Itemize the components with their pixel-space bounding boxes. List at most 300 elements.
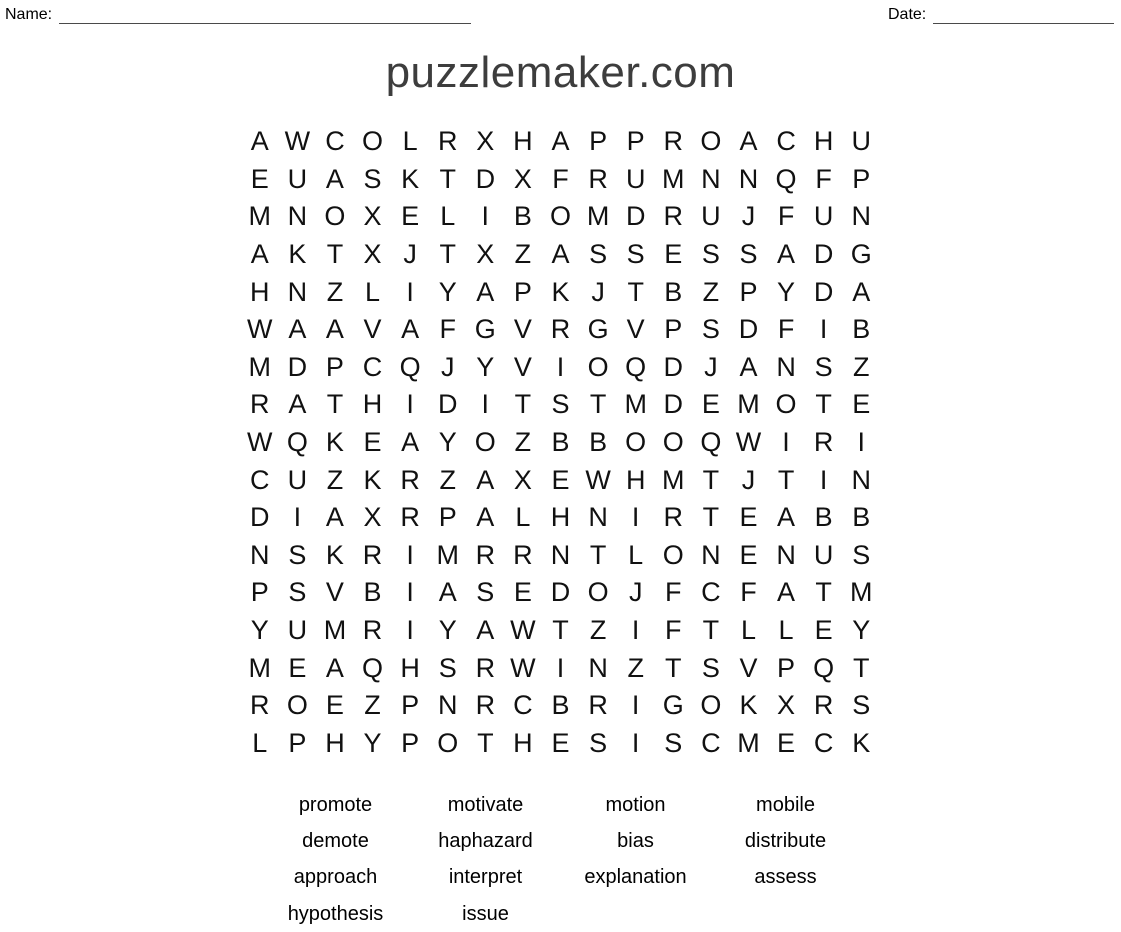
grid-letter: B: [551, 690, 570, 721]
grid-letter: S: [288, 577, 307, 608]
grid-letter: A: [476, 615, 495, 646]
grid-letter: Q: [775, 163, 797, 194]
grid-letter: M: [323, 615, 347, 646]
grid-letter: A: [476, 502, 495, 533]
grid-letter: Z: [589, 615, 607, 646]
grid-letter: S: [626, 239, 645, 270]
grid-letter: W: [247, 314, 273, 345]
grid-letter: A: [250, 239, 269, 270]
grid-letter: D: [437, 389, 458, 420]
word-list-item: approach: [293, 866, 378, 889]
grid-letter: Z: [326, 464, 344, 495]
grid-letter: E: [288, 652, 307, 683]
grid-letter: J: [741, 201, 756, 232]
grid-letter: T: [439, 163, 456, 194]
grid-letter: X: [777, 690, 796, 721]
grid-letter: D: [663, 351, 684, 382]
grid-letter: F: [552, 163, 569, 194]
grid-letter: O: [474, 427, 496, 458]
grid-letter: E: [363, 427, 382, 458]
grid-letter: R: [663, 502, 684, 533]
grid-letter: O: [549, 201, 571, 232]
grid-letter: F: [665, 615, 682, 646]
grid-letter: S: [701, 239, 720, 270]
grid-letter: U: [813, 201, 834, 232]
grid-letter: A: [852, 276, 871, 307]
grid-letter: X: [363, 502, 382, 533]
grid-letter: I: [293, 502, 302, 533]
grid-letter: T: [665, 652, 682, 683]
grid-letter: I: [406, 539, 414, 570]
grid-letter: P: [777, 652, 796, 683]
word-list-item: motion: [605, 793, 666, 816]
grid-letter: D: [663, 389, 684, 420]
grid-letter: T: [702, 615, 720, 646]
grid-letter: I: [631, 615, 640, 646]
grid-letter: A: [401, 427, 420, 458]
grid-letter: Y: [852, 615, 871, 646]
grid-letter: T: [439, 239, 456, 270]
grid-letter: E: [401, 201, 420, 232]
grid-letter: R: [475, 539, 496, 570]
grid-letter: K: [551, 276, 570, 307]
grid-letter: S: [852, 539, 871, 570]
grid-letter: A: [739, 351, 758, 382]
grid-letter: G: [850, 239, 872, 270]
grid-letter: M: [248, 201, 271, 232]
grid-letter: V: [626, 314, 645, 345]
grid-letter: I: [857, 427, 865, 458]
grid-letter: I: [406, 389, 414, 420]
word-list-item: motivate: [447, 793, 524, 816]
grid-letter: H: [550, 502, 571, 533]
grid-letter: Y: [250, 615, 269, 646]
grid-letter: M: [248, 351, 271, 382]
grid-letter: Y: [438, 427, 457, 458]
grid-letter: N: [250, 539, 270, 570]
grid-letter: T: [589, 389, 607, 420]
grid-letter: X: [476, 126, 495, 157]
grid-letter: Q: [813, 652, 835, 683]
grid-letter: C: [701, 577, 721, 608]
grid-letter: M: [586, 201, 610, 232]
grid-letter: W: [735, 427, 762, 458]
grid-letter: O: [625, 427, 647, 458]
grid-letter: H: [400, 652, 420, 683]
grid-letter: L: [515, 502, 531, 533]
grid-letter: N: [287, 276, 308, 307]
grid-letter: F: [740, 577, 757, 608]
grid-letter: Z: [326, 276, 344, 307]
grid-letter: C: [701, 727, 721, 758]
grid-letter: V: [325, 577, 344, 608]
grid-letter: I: [481, 201, 490, 232]
grid-letter: R: [250, 389, 270, 420]
grid-letter: S: [288, 539, 307, 570]
grid-letter: C: [325, 126, 345, 157]
grid-letter: O: [775, 389, 797, 420]
grid-letter: T: [326, 389, 344, 420]
grid-letter: S: [589, 239, 608, 270]
grid-letter: A: [401, 314, 420, 345]
name-label: Name:: [5, 6, 53, 23]
date-field: [888, 6, 1114, 24]
grid-letter: H: [362, 389, 383, 420]
grid-letter: O: [700, 126, 722, 157]
grid-letter: O: [587, 351, 609, 382]
grid-letter: O: [700, 690, 722, 721]
grid-letter: S: [664, 727, 683, 758]
grid-letter: B: [852, 314, 871, 345]
grid-letter: A: [739, 126, 758, 157]
grid-letter: W: [510, 615, 536, 646]
grid-letter: A: [476, 276, 495, 307]
grid-letter: G: [662, 690, 684, 721]
grid-letter: U: [851, 126, 871, 157]
grid-letter: G: [587, 314, 609, 345]
word-list-item: mobile: [756, 793, 815, 816]
grid-letter: N: [738, 163, 759, 194]
grid-letter: T: [326, 239, 344, 270]
word-list-item: issue: [462, 902, 509, 925]
grid-letter: T: [627, 276, 644, 307]
grid-letter: Z: [439, 464, 456, 495]
grid-letter: T: [777, 464, 795, 495]
grid-letter: I: [782, 427, 790, 458]
grid-letter: V: [513, 314, 532, 345]
grid-letter: W: [510, 652, 536, 683]
grid-letter: P: [626, 126, 645, 157]
grid-letter: Z: [853, 351, 870, 382]
grid-letter: N: [776, 351, 796, 382]
grid-letter: Y: [438, 276, 457, 307]
grid-letter: T: [702, 464, 720, 495]
grid-letter: S: [476, 577, 495, 608]
grid-letter: B: [589, 427, 608, 458]
grid-letter: W: [247, 427, 273, 458]
grid-letter: A: [777, 577, 796, 608]
grid-letter: R: [663, 201, 684, 232]
grid-letter: R: [513, 539, 533, 570]
grid-letter: J: [403, 239, 417, 270]
grid-letter: R: [250, 690, 270, 721]
grid-letter: M: [248, 652, 271, 683]
grid-letter: M: [850, 577, 873, 608]
grid-letter: N: [588, 502, 608, 533]
grid-letter: E: [739, 502, 758, 533]
grid-letter: P: [325, 351, 344, 382]
grid-letter: I: [406, 577, 414, 608]
grid-letter: H: [325, 727, 345, 758]
grid-letter: A: [250, 126, 269, 157]
grid-letter: S: [739, 239, 758, 270]
grid-letter: E: [701, 389, 720, 420]
grid-letter: I: [819, 314, 828, 345]
grid-letter: I: [406, 615, 414, 646]
grid-letter: F: [439, 314, 456, 345]
grid-letter: P: [664, 314, 683, 345]
grid-letter: N: [776, 539, 796, 570]
word-list-item: explanation: [584, 866, 687, 889]
grid-letter: N: [701, 163, 721, 194]
grid-letter: K: [363, 464, 382, 495]
grid-letter: E: [250, 163, 269, 194]
grid-letter: R: [437, 126, 458, 157]
grid-letter: R: [813, 427, 834, 458]
grid-letter: I: [631, 727, 640, 758]
grid-letter: X: [513, 464, 532, 495]
grid-letter: S: [438, 652, 457, 683]
grid-letter: G: [474, 314, 496, 345]
word-list: [261, 787, 861, 932]
grid-letter: D: [550, 577, 571, 608]
grid-letter: T: [815, 577, 832, 608]
grid-letter: R: [588, 690, 608, 721]
grid-letter: F: [815, 163, 832, 194]
grid-letter: X: [363, 239, 382, 270]
grid-letter: O: [286, 690, 308, 721]
grid-letter: C: [813, 727, 834, 758]
grid-letter: E: [777, 727, 796, 758]
grid-letter: Z: [514, 427, 532, 458]
word-list-item: demote: [302, 829, 369, 852]
grid-letter: Q: [362, 652, 384, 683]
grid-letter: I: [631, 690, 640, 721]
grid-letter: Z: [364, 690, 381, 721]
grid-letter: C: [250, 464, 270, 495]
grid-letter: C: [513, 690, 533, 721]
grid-letter: E: [852, 389, 871, 420]
grid-letter: P: [739, 276, 758, 307]
grid-letter: Y: [438, 615, 457, 646]
grid-letter: W: [284, 126, 311, 157]
grid-letter: S: [701, 652, 720, 683]
grid-letter: N: [851, 201, 871, 232]
grid-letter: Y: [777, 276, 796, 307]
grid-letter: R: [400, 502, 420, 533]
grid-letter: X: [513, 163, 532, 194]
name-underline-field: [59, 7, 471, 24]
grid-letter: W: [585, 464, 611, 495]
grid-letter: P: [288, 727, 307, 758]
grid-letter: N: [437, 690, 458, 721]
word-list-item: distribute: [744, 829, 827, 852]
grid-letter: R: [362, 539, 383, 570]
grid-letter: O: [587, 577, 609, 608]
grid-letter: K: [852, 727, 871, 758]
grid-letter: Z: [702, 276, 720, 307]
grid-letter: H: [813, 126, 834, 157]
grid-letter: L: [740, 615, 756, 646]
grid-letter: O: [324, 201, 346, 232]
grid-letter: D: [738, 314, 759, 345]
word-search-grid: [241, 123, 880, 762]
grid-letter: O: [437, 727, 459, 758]
grid-letter: A: [325, 652, 344, 683]
grid-letter: B: [551, 427, 570, 458]
grid-letter: E: [325, 690, 344, 721]
grid-letter: B: [513, 201, 532, 232]
grid-letter: H: [513, 727, 533, 758]
grid-letter: H: [513, 126, 533, 157]
grid-letter: H: [625, 464, 646, 495]
grid-letter: F: [777, 201, 795, 232]
grid-letter: M: [737, 727, 760, 758]
grid-letter: I: [631, 502, 640, 533]
grid-letter: K: [288, 239, 307, 270]
grid-letter: T: [853, 652, 870, 683]
grid-letter: L: [440, 201, 456, 232]
date-underline-field: [933, 7, 1114, 24]
word-list-item: haphazard: [438, 829, 533, 852]
grid-letter: Y: [363, 727, 382, 758]
grid-letter: P: [852, 163, 871, 194]
grid-letter: E: [664, 239, 683, 270]
grid-letter: V: [739, 652, 758, 683]
grid-letter: A: [288, 389, 307, 420]
grid-letter: L: [778, 615, 794, 646]
grid-letter: A: [777, 502, 796, 533]
grid-letter: P: [513, 276, 532, 307]
date-label: Date:: [888, 6, 927, 23]
grid-letter: S: [852, 690, 871, 721]
grid-letter: K: [401, 163, 420, 194]
grid-letter: V: [513, 351, 532, 382]
page-title: puzzlemaker.com: [385, 48, 736, 97]
grid-letter: C: [776, 126, 796, 157]
grid-letter: R: [588, 163, 608, 194]
grid-letter: S: [701, 314, 720, 345]
grid-letter: J: [591, 276, 605, 307]
grid-letter: A: [325, 163, 344, 194]
grid-letter: M: [624, 389, 647, 420]
grid-letter: K: [325, 539, 344, 570]
grid-letter: I: [556, 652, 565, 683]
grid-letter: D: [813, 276, 834, 307]
grid-letter: K: [325, 427, 344, 458]
grid-letter: T: [477, 727, 494, 758]
grid-letter: R: [475, 652, 496, 683]
grid-letter: E: [551, 464, 570, 495]
grid-letter: J: [704, 351, 718, 382]
grid-letter: E: [551, 727, 570, 758]
grid-letter: R: [362, 615, 383, 646]
grid-letter: H: [250, 276, 270, 307]
grid-letter: L: [628, 539, 644, 570]
grid-letter: K: [739, 690, 758, 721]
grid-letter: D: [287, 351, 308, 382]
grid-letter: E: [513, 577, 532, 608]
grid-letter: O: [362, 126, 384, 157]
grid-letter: A: [288, 314, 307, 345]
grid-letter: N: [851, 464, 871, 495]
grid-letter: D: [625, 201, 646, 232]
grid-letter: B: [852, 502, 871, 533]
grid-letter: B: [664, 276, 683, 307]
grid-letter: E: [739, 539, 758, 570]
grid-letter: U: [701, 201, 721, 232]
grid-letter: A: [551, 126, 570, 157]
grid-letter: B: [814, 502, 833, 533]
grid-letter: Z: [627, 652, 644, 683]
grid-letter: T: [514, 389, 532, 420]
grid-letter: S: [814, 351, 833, 382]
grid-letter: P: [589, 126, 608, 157]
grid-letter: B: [363, 577, 382, 608]
grid-letter: N: [701, 539, 721, 570]
word-list-item: interpret: [448, 866, 523, 889]
grid-letter: L: [252, 727, 268, 758]
grid-letter: P: [401, 690, 420, 721]
grid-letter: R: [400, 464, 420, 495]
grid-letter: A: [777, 239, 796, 270]
grid-letter: M: [436, 539, 459, 570]
grid-letter: M: [662, 163, 685, 194]
grid-letter: L: [402, 126, 418, 157]
grid-letter: O: [662, 539, 684, 570]
grid-letter: M: [737, 389, 760, 420]
grid-letter: R: [475, 690, 496, 721]
grid-letter: I: [819, 464, 828, 495]
grid-letter: F: [665, 577, 682, 608]
word-list-item: bias: [617, 829, 654, 852]
grid-letter: U: [813, 539, 834, 570]
grid-letter: F: [777, 314, 795, 345]
grid-letter: N: [287, 201, 308, 232]
grid-letter: A: [325, 502, 344, 533]
grid-letter: Q: [286, 427, 308, 458]
grid-letter: P: [438, 502, 457, 533]
name-field: [5, 6, 471, 24]
grid-letter: J: [741, 464, 756, 495]
grid-letter: Y: [476, 351, 495, 382]
grid-letter: S: [363, 163, 382, 194]
grid-letter: I: [556, 351, 565, 382]
grid-letter: U: [625, 163, 646, 194]
grid-letter: D: [813, 239, 834, 270]
grid-letter: Z: [514, 239, 532, 270]
word-list-item: assess: [754, 866, 817, 889]
grid-letter: S: [551, 389, 570, 420]
grid-letter: U: [287, 615, 308, 646]
grid-letter: I: [481, 389, 490, 420]
grid-letter: T: [589, 539, 607, 570]
grid-letter: T: [552, 615, 569, 646]
grid-letter: Q: [625, 351, 647, 382]
grid-letter: T: [702, 502, 720, 533]
grid-letter: R: [813, 690, 834, 721]
grid-letter: J: [628, 577, 643, 608]
grid-letter: S: [589, 727, 608, 758]
grid-letter: A: [325, 314, 344, 345]
grid-letter: P: [401, 727, 420, 758]
grid-letter: N: [588, 652, 608, 683]
grid-letter: M: [662, 464, 685, 495]
word-list-item: hypothesis: [287, 902, 384, 925]
grid-letter: U: [287, 163, 308, 194]
grid-letter: Q: [700, 427, 722, 458]
grid-letter: A: [438, 577, 457, 608]
grid-letter: I: [406, 276, 414, 307]
grid-letter: C: [362, 351, 383, 382]
grid-letter: T: [815, 389, 832, 420]
grid-letter: V: [363, 314, 382, 345]
grid-letter: X: [363, 201, 382, 232]
grid-letter: X: [476, 239, 495, 270]
grid-letter: D: [475, 163, 496, 194]
grid-letter: L: [365, 276, 381, 307]
grid-letter: A: [476, 464, 495, 495]
